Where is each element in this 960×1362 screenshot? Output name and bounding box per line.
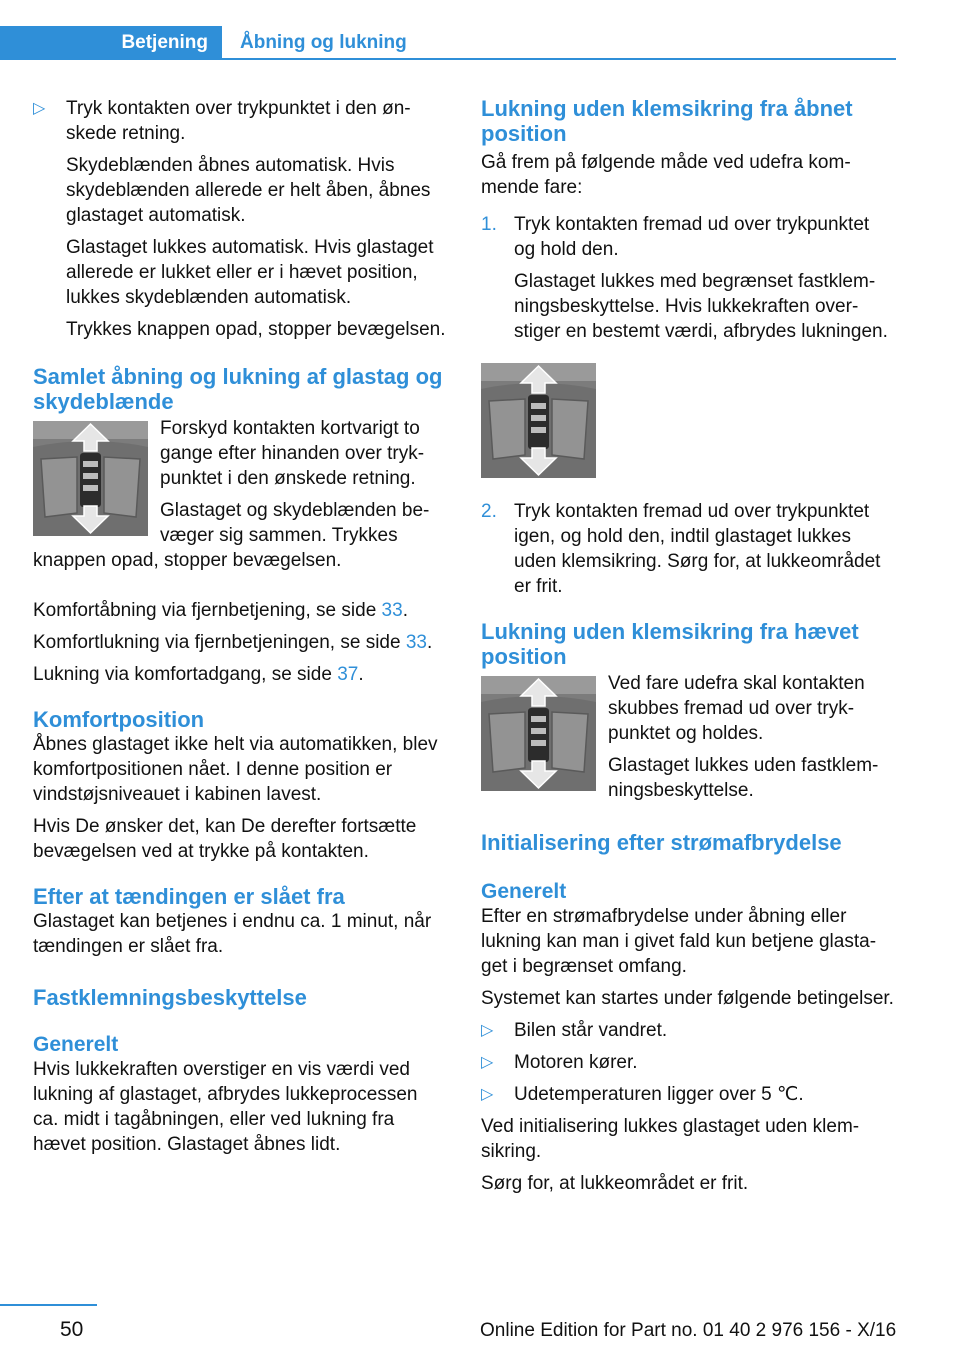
paragraph: Glastaget lukkes uden fastklemningsbeskyttelse. xyxy=(608,755,879,801)
page-number: 50 xyxy=(60,1318,84,1341)
haevet-block xyxy=(481,671,895,810)
triangle-bullet-icon: ▷ xyxy=(481,1086,494,1103)
heading-aabnet: Lukning uden klemsikring fra åbnet position xyxy=(481,96,853,146)
left-column xyxy=(33,96,447,1164)
paragraph: Efter en strømafbrydelse under åbning eller lukning kan man i givet fald kun betjene glastaget i begrænset omfang. xyxy=(481,906,877,977)
page-link[interactable]: 33 xyxy=(405,632,427,653)
heading-efter: Efter at tændingen er slået fra xyxy=(33,884,345,909)
conditions-list xyxy=(481,1018,895,1107)
page-link[interactable]: 33 xyxy=(381,600,403,621)
roof-switch-figure xyxy=(481,363,596,478)
numbered-list xyxy=(481,212,895,344)
roof-switch-figure xyxy=(481,676,596,791)
heading-initialisering: Initialisering efter strømafbrydelse xyxy=(481,830,842,855)
paragraph: Hvis De ønsker det, kan De derefter fortsætte bevægelsen ved at trykke på kontakten. xyxy=(33,816,417,862)
list-item xyxy=(481,499,895,599)
right-column xyxy=(481,96,895,1203)
chapter-tab[interactable]: Åbning og lukning xyxy=(240,32,407,53)
footer-rule xyxy=(0,1304,97,1306)
section-tab[interactable]: Betjening xyxy=(0,26,222,60)
reference-3: Lukning via komfortadgang, se side 37. xyxy=(33,664,364,685)
paragraph: Gå frem på følgende måde ved udefra kommende fare: xyxy=(481,152,851,198)
paragraph: Ved fare udefra skal kontakten skubbes fremad ud over trykpunktet og holdes. xyxy=(608,673,865,744)
paragraph: Åbnes glastaget ikke helt via automatikken, blev komfortpositionen nået. I denne position er vindstøjsniveauet i kabinen lavest. xyxy=(33,734,438,805)
paragraph: Tryk kontakten fremad ud over trykpunktet igen, og hold den, indtil glastaget lukkes uden klemsikring. Sørg for, at lukkeområdet er frit. xyxy=(514,501,881,597)
step-number: 1. xyxy=(481,214,497,235)
paragraph: Tryk kontakten over trykpunktet i den ønskede retning. xyxy=(66,98,411,144)
roof-switch-figure xyxy=(33,421,148,536)
paragraph: Glastaget og skydeblænden bevæger sig sammen. Trykkes knappen opad, stopper bevægelsen. xyxy=(33,500,430,571)
paragraph: Hvis lukkekraften overstiger en vis værdi ved lukning af glastaget, afbrydes lukkeprocessen ca. midt i tagåbningen, eller ved lukning fra hævet position. Glastaget åbnes lidt. xyxy=(33,1059,418,1155)
list-item: ▷ Motoren kører. xyxy=(481,1052,638,1073)
bullet-list xyxy=(33,96,447,342)
page-link[interactable]: 37 xyxy=(337,664,359,685)
paragraph: Glastaget kan betjenes i endnu ca. 1 minut, når tændingen er slået fra. xyxy=(33,911,432,957)
paragraph: Trykkes knappen opad, stopper bevægelsen. xyxy=(66,319,446,340)
list-item xyxy=(481,212,895,344)
paragraph: Glastaget lukkes med begrænset fastklemningsbeskyttelse. Hvis lukkekraften overstiger en bestemt værdi, afbrydes lukningen. xyxy=(514,271,888,342)
triangle-bullet-icon: ▷ xyxy=(33,100,46,117)
list-item: ▷ Bilen står vandret. xyxy=(481,1020,668,1041)
paragraph: Tryk kontakten fremad ud over trykpunktet og hold den. xyxy=(514,214,870,260)
subheading-generelt: Generelt xyxy=(481,880,567,903)
reference-1: Komfortåbning via fjernbetjening, se side 33. xyxy=(33,600,408,621)
header-rule xyxy=(222,58,896,60)
page-header xyxy=(0,26,896,60)
heading-haevet: Lukning uden klemsikring fra hævet position xyxy=(481,619,859,669)
paragraph: Ved initialisering lukkes glastaget uden klemsikring. xyxy=(481,1116,860,1162)
numbered-list xyxy=(481,499,895,599)
list-item: ▷ Udetemperaturen ligger over 5 ℃. xyxy=(481,1084,804,1105)
heading-komfortposition: Komfortposition xyxy=(33,707,205,732)
paragraph: Systemet kan startes under følgende betingelser. xyxy=(481,988,894,1009)
paragraph: Forskyd kontakten kortvarigt to gange efter hinanden over trykpunktet i den ønskede retning. xyxy=(160,418,425,489)
samlet-block xyxy=(33,416,447,580)
paragraph: Glastaget lukkes automatisk. Hvis glastaget allerede er lukket eller er i hævet position, lukkes skydeblænden automatisk. xyxy=(66,237,434,308)
paragraph: Skydeblænden åbnes automatisk. Hvis skydeblænden allerede er helt åben, åbnes glastaget automatisk. xyxy=(66,155,431,226)
triangle-bullet-icon: ▷ xyxy=(481,1022,494,1039)
paragraph: Sørg for, at lukkeområdet er frit. xyxy=(481,1173,749,1194)
edition-footer: Online Edition for Part no. 01 40 2 976 156 - X/16 xyxy=(480,1320,897,1341)
subheading-generelt: Generelt xyxy=(33,1033,119,1056)
list-item xyxy=(33,96,447,342)
heading-fastklemning: Fastklemningsbeskyttelse xyxy=(33,985,307,1010)
triangle-bullet-icon: ▷ xyxy=(481,1054,494,1071)
reference-2: Komfortlukning via fjernbetjeningen, se side 33. xyxy=(33,632,433,653)
heading-samlet: Samlet åbning og lukning af glastag og skydeblænde xyxy=(33,364,443,414)
step-number: 2. xyxy=(481,501,497,522)
